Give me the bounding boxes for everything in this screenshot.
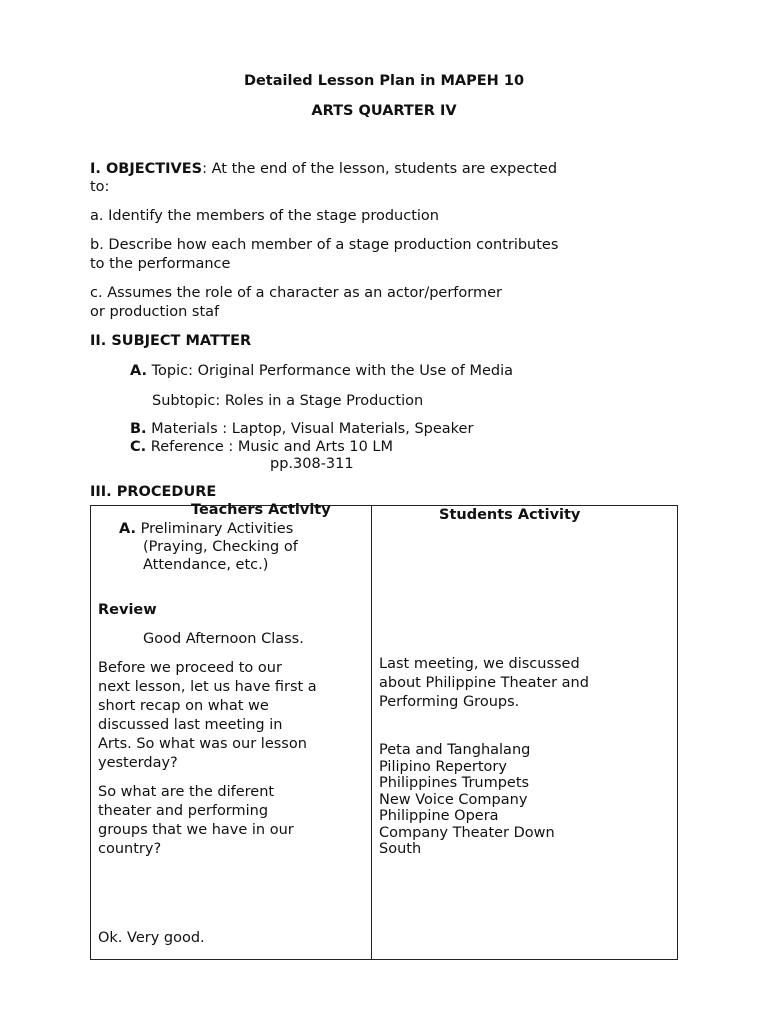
- student-answer-line: Performing Groups.: [379, 694, 520, 710]
- objectives-label: I. OBJECTIVES: [90, 161, 203, 177]
- teacher-question-1-line: Arts. So what was our lesson: [98, 736, 307, 752]
- objective-c-line1: c. Assumes the role of a character as an actor/performer: [90, 285, 502, 301]
- student-answer-line: Last meeting, we discussed: [379, 656, 580, 672]
- group-item: Pilipino Repertory: [379, 758, 507, 775]
- group-item: Company Theater Down: [379, 824, 555, 841]
- preliminary-line1: [119, 520, 293, 538]
- teacher-question-2-line: groups that we have in our: [98, 822, 294, 838]
- teacher-question-1-line: yesterday?: [98, 755, 178, 771]
- preliminary-line3: Attendance, etc.): [143, 557, 269, 573]
- teacher-question-1-line: Before we proceed to our: [98, 660, 282, 676]
- objectives-intro-line2: to:: [90, 179, 110, 195]
- group-item: South: [379, 841, 422, 857]
- page-title: Detailed Lesson Plan in MAPEH 10: [243, 73, 525, 89]
- reference-pages: pp.308-311: [270, 456, 354, 472]
- teachers-activity-column: [91, 502, 372, 960]
- teacher-question-2-line: theater and performing: [98, 803, 269, 819]
- objective-b-line2: to the performance: [90, 256, 231, 272]
- teacher-question-2-line: country?: [98, 841, 162, 857]
- students-activity-header: Students Activity: [439, 507, 581, 523]
- subject-matter-heading: II. SUBJECT MATTER: [90, 333, 252, 349]
- review-heading: Review: [98, 602, 157, 618]
- teacher-question-1-line: discussed last meeting in: [98, 717, 283, 733]
- topic-label: A.: [130, 363, 147, 379]
- preliminary-text: Preliminary Activities: [140, 521, 294, 537]
- subject-subtopic: Subtopic: Roles in a Stage Production: [152, 393, 424, 409]
- reference-label: C.: [130, 439, 147, 455]
- subject-topic: [130, 362, 513, 380]
- objective-c-line2: or production staf: [90, 304, 220, 320]
- preliminary-line2: (Praying, Checking of: [143, 539, 298, 555]
- materials-text: Materials : Laptop, Visual Materials, Speaker: [151, 421, 474, 437]
- teacher-question-1-line: short recap on what we: [98, 698, 269, 714]
- teacher-question-1-line: next lesson, let us have first a: [98, 679, 317, 695]
- teachers-activity-header: Teachers Activity: [191, 502, 331, 518]
- reference-text: Reference : Music and Arts 10 LM: [150, 439, 394, 455]
- group-item: Peta and Tanghalang: [379, 742, 531, 758]
- objective-b-line1: b. Describe how each member of a stage production contributes: [90, 237, 559, 253]
- teacher-question-2-line: So what are the diferent: [98, 784, 275, 800]
- group-item: Philippine Opera: [379, 808, 499, 824]
- student-groups-list: [379, 742, 555, 858]
- subject-reference: [130, 438, 393, 456]
- student-answer-line: about Philippine Theater and: [379, 675, 589, 691]
- students-activity-column: [372, 506, 678, 960]
- group-item: Philippines Trumpets: [379, 775, 530, 791]
- teacher-greeting: Good Afternoon Class.: [143, 631, 304, 647]
- objectives-intro-text: : At the end of the lesson, students are expected: [202, 161, 558, 177]
- page-subtitle: ARTS QUARTER IV: [311, 103, 457, 119]
- subject-materials: [130, 420, 473, 438]
- teacher-question-1: [98, 659, 317, 773]
- procedure-heading: III. PROCEDURE: [90, 484, 217, 500]
- materials-label: B.: [130, 421, 147, 437]
- objective-a: a. Identify the members of the stage production: [90, 208, 439, 224]
- preliminary-label: A.: [119, 521, 136, 537]
- student-answer-1: [379, 655, 589, 712]
- procedure-table: [90, 502, 678, 960]
- group-item: New Voice Company: [379, 791, 528, 808]
- teacher-question-2: [98, 783, 294, 859]
- teacher-closing: Ok. Very good.: [98, 930, 205, 946]
- objectives-intro: [90, 160, 557, 178]
- topic-text: Topic: Original Performance with the Use of Media: [151, 363, 514, 379]
